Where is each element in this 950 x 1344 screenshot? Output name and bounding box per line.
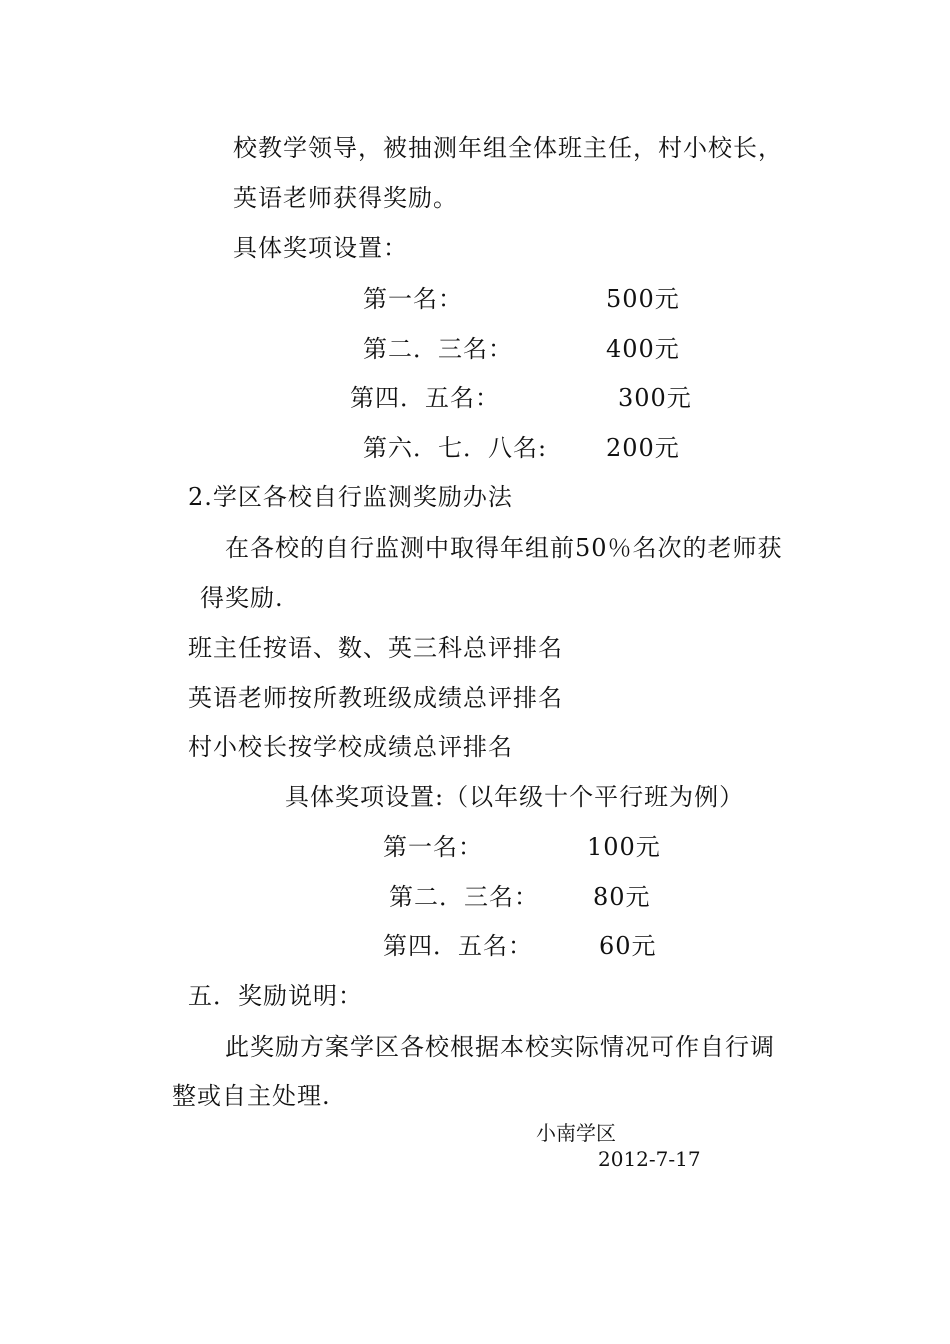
award2-rank-3: 第四．五名：	[383, 932, 533, 960]
award-rank-3: 第四．五名：	[350, 384, 500, 412]
award-amount-4: 200元	[606, 434, 680, 462]
section-2-para-line-1: 在各校的自行监测中取得年组前50％名次的老师获	[225, 534, 783, 562]
award-amount-1: 500元	[606, 285, 680, 313]
award2-rank-2: 第二．三名：	[389, 883, 539, 911]
award-rank-2: 第二．三名：	[363, 335, 513, 363]
award-rank-4: 第六．七．八名:	[363, 434, 548, 462]
award2-amount-1: 100元	[587, 833, 661, 861]
section-5-para-line-2: 整或自主处理.	[172, 1082, 331, 1110]
intro-line-2: 英语老师获得奖励。	[233, 184, 458, 212]
award-heading-1: 具体奖项设置：	[233, 234, 408, 262]
section-2-title: 2.学区各校自行监测奖励办法	[188, 483, 513, 511]
intro-line-1: 校教学领导，被抽测年组全体班主任，村小校长，	[233, 134, 783, 162]
award-heading-2: 具体奖项设置:（以年级十个平行班为例）	[285, 783, 745, 811]
section-5-title: 五．奖励说明：	[188, 982, 363, 1010]
signature-date: 2012-7-17	[598, 1147, 701, 1171]
award2-amount-3: 60元	[599, 932, 657, 960]
signature-org: 小南学区	[536, 1121, 616, 1145]
award-amount-2: 400元	[606, 335, 680, 363]
rule-village-principal: 村小校长按学校成绩总评排名	[188, 733, 513, 761]
award2-rank-1: 第一名：	[383, 833, 483, 861]
award2-amount-2: 80元	[593, 883, 651, 911]
rule-head-teacher: 班主任按语、数、英三科总评排名	[188, 634, 563, 662]
section-2-para-line-2: 得奖励.	[200, 584, 284, 612]
award-amount-3: 300元	[618, 384, 692, 412]
award-rank-1: 第一名：	[363, 285, 463, 313]
rule-english-teacher: 英语老师按所教班级成绩总评排名	[188, 684, 563, 712]
section-5-para-line-1: 此奖励方案学区各校根据本校实际情况可作自行调	[225, 1033, 775, 1061]
